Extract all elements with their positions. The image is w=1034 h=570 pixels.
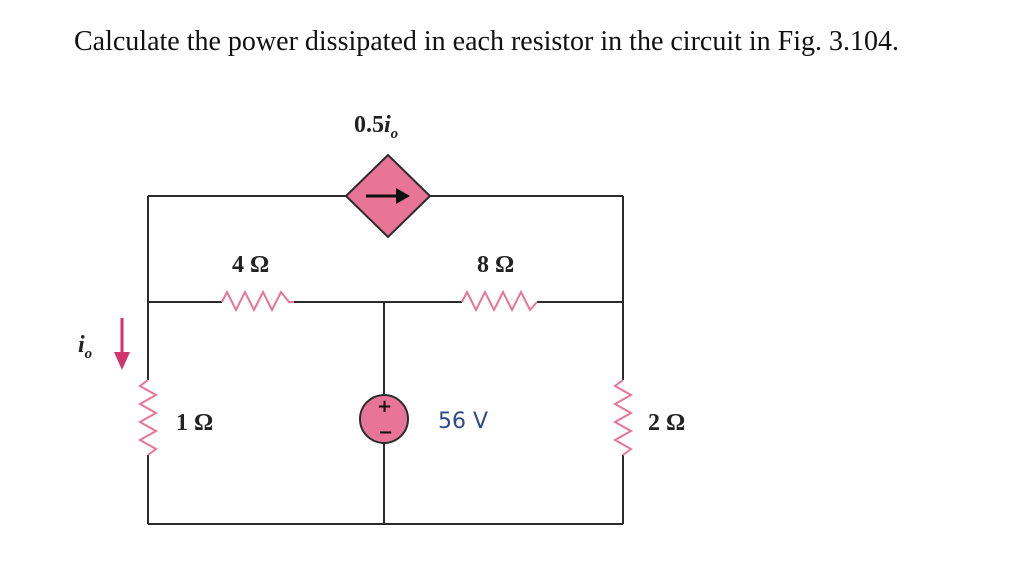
voltage-source <box>360 395 408 443</box>
current-arrow-down-icon <box>114 318 130 370</box>
voltage-source-label: 56 V <box>438 409 489 434</box>
current-label-subscript: o <box>84 346 93 362</box>
resistor-4-label: 4 Ω <box>232 252 270 278</box>
resistor-4-ohm <box>222 292 294 310</box>
resistor-2-label: 2 Ω <box>648 410 686 436</box>
dependent-source-coefficient: 0.5 <box>354 112 384 138</box>
current-label <box>78 332 92 362</box>
resistor-1-label: 1 Ω <box>176 410 214 436</box>
resistor-1-ohm <box>140 380 156 455</box>
dependent-source-variable: i <box>384 112 391 138</box>
resistor-2-ohm <box>615 380 631 455</box>
question-text: Calculate the power dissipated in each resistor in the circuit in Fig. 3.104. <box>74 26 900 57</box>
resistor-8-label: 8 Ω <box>477 252 515 278</box>
plus-sign: + <box>377 396 393 417</box>
dependent-source-label <box>354 112 398 142</box>
wires <box>148 196 623 524</box>
dependent-source-subscript: o <box>390 126 399 142</box>
dependent-current-source <box>346 155 430 237</box>
current-label-variable: i <box>78 332 85 358</box>
minus-sign: − <box>378 422 394 443</box>
resistor-8-ohm <box>462 292 537 310</box>
